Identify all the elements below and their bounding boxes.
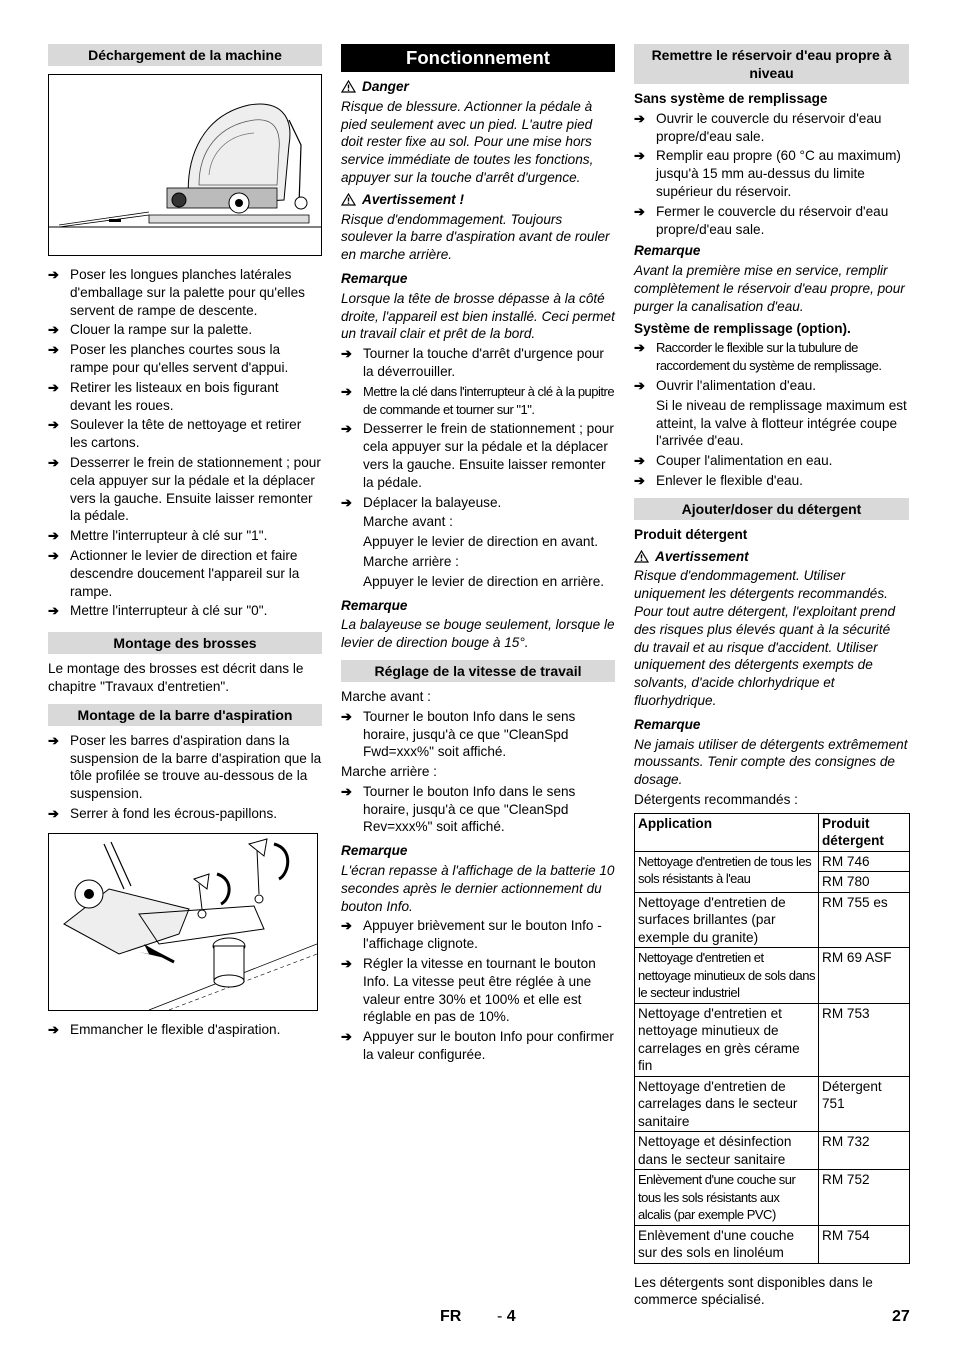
table-cell: RM 732 (819, 1132, 910, 1170)
arrow-right-icon: ➔ (48, 603, 59, 619)
arrow-right-icon: ➔ (341, 1029, 352, 1045)
squeegee-mount-illustration (49, 834, 317, 1010)
table-cell: Enlèvement d'une couche sur des sols en linoléum (635, 1225, 819, 1263)
vitesse-arriere-label: Marche arrière : (341, 764, 437, 780)
table-cell: Enlèvement d'une couche sur tous les sols résistants aux alcalis (par exemple PVC) (635, 1170, 819, 1226)
remarque-label: Remarque (341, 597, 408, 613)
avertissement-label-row (634, 548, 909, 566)
list-item: ➔ Ouvrir l'alimentation d'eau. (634, 377, 817, 393)
table-cell: RM 69 ASF (819, 948, 910, 1004)
list-item: ➔ Clouer la rampe sur la palette. (48, 322, 253, 338)
arrow-right-icon: ➔ (341, 956, 352, 972)
list-item: ➔ Couper l'alimentation en eau. (634, 453, 833, 469)
table-cell: RM 752 (819, 1170, 910, 1226)
list-item: ➔ Tourner le bouton Info dans le sens horaire, jusqu'à ce que "CleanSpd Fwd=xxx%" soit affiché. (341, 708, 576, 760)
list-item: ➔ Mettre l'interrupteur à clé sur "1". (48, 528, 268, 544)
warning-triangle-icon (341, 193, 356, 206)
danger-label-row (341, 78, 615, 96)
table-header-row (635, 813, 910, 851)
list-item: ➔ Déplacer la balayeuse. (341, 494, 502, 510)
table-cell: RM 746 (819, 851, 910, 872)
marche-arriere-label: Marche arrière : (363, 553, 459, 569)
table-row (635, 948, 910, 1004)
marche-avant-label: Marche avant : (363, 514, 453, 530)
list-item: ➔ Tourner la touche d'arrêt d'urgence pour la déverrouiller. (341, 346, 604, 379)
danger-text: Risque de blessure. Actionner la pédale à pied seulement avec un pied. L'autre pied doit rester fixe au sol. Pour une mise hors service immédiate de toutes les fonctions, appuyer sur la touche d'arrêt d'urgence. (341, 98, 594, 185)
detergent-footer-text: Les détergents sont disponibles dans le commerce spécialisé. (634, 1274, 873, 1308)
list-item: ➔ Poser les planches courtes sous la rampe pour qu'elles servent d'appui. (48, 342, 289, 375)
footer-language: FR (440, 1308, 462, 1325)
table-header: Produit détergent (819, 813, 910, 851)
sans-systeme-label: Sans système de remplissage (634, 91, 828, 106)
footer-page-number: 4 (506, 1308, 516, 1325)
avertissement-label: Avertissement ! (362, 191, 464, 207)
table-cell: RM 754 (819, 1225, 910, 1263)
remarque-label: Remarque (341, 270, 408, 286)
arrow-right-icon: ➔ (48, 342, 59, 358)
list-item: ➔ Desserrer le frein de stationnement ; pour cela appuyer sur la pédale et la déplacer vers la gauche. Ensuite laisser remonter la pédale. (341, 421, 614, 490)
list-item: ➔ Desserrer le frein de stationnement ; pour cela appuyer sur la pédale et la déplacer vers la gauche. Ensuite laisser remonter la pédale. (48, 454, 321, 524)
arrow-right-icon: ➔ (634, 148, 645, 164)
remarque-text: Lorsque la tête de brosse dépasse à la côté droite, l'appareil est bien installé. Ceci permet un travail clair et prêt de la bord. (341, 290, 615, 342)
column-right (634, 44, 909, 1311)
arrow-right-icon: ➔ (341, 383, 352, 399)
arrow-right-icon: ➔ (48, 417, 59, 433)
detergent-table (634, 813, 910, 1264)
heading-dechargement: Déchargement de la machine (48, 44, 322, 66)
arrow-right-icon: ➔ (634, 453, 645, 469)
list-item: ➔ Appuyer brièvement sur le bouton Info - l'affichage clignote. (341, 918, 602, 952)
arrow-right-icon: ➔ (48, 528, 59, 544)
warning-triangle-icon (634, 550, 649, 563)
arrow-right-icon: ➔ (634, 377, 645, 393)
arrow-right-icon: ➔ (48, 267, 59, 282)
table-cell: Nettoyage d'entretien et nettoyage minutieux de sols dans le secteur industriel (635, 948, 819, 1004)
arrow-right-icon: ➔ (48, 547, 59, 563)
list-item: ➔ Raccorder le flexible sur la tubulure de raccordement du système de remplissage. (634, 340, 882, 374)
arrow-right-icon: ➔ (341, 708, 352, 724)
table-cell: RM 753 (819, 1003, 910, 1076)
machine-unloading-figure (48, 74, 322, 256)
list-item: ➔ Mettre l'interrupteur à clé sur "0". (48, 603, 268, 619)
marche-avant-text: Appuyer le levier de direction en avant. (363, 534, 599, 550)
table-row (635, 1003, 910, 1076)
list-item: ➔ Remplir eau propre (60 °C au maximum) jusqu'à 15 mm au-dessus du limite supérieur du réservoir. (634, 148, 901, 199)
systeme-label: Système de remplissage (option). (634, 320, 851, 336)
heading-barre: Montage de la barre d'aspiration (48, 704, 322, 726)
arrow-right-icon: ➔ (48, 805, 59, 821)
table-row (635, 892, 910, 948)
brosses-text: Le montage des brosses est décrit dans le chapitre "Travaux d'entretien". (48, 661, 304, 694)
list-item: ➔ Actionner le levier de direction et faire descendre doucement l'appareil sur la rampe. (48, 547, 300, 599)
table-cell: Détergent 751 (819, 1076, 910, 1132)
column-left (48, 44, 322, 1041)
footer-page-total: 27 (892, 1308, 910, 1325)
list-item: ➔ Poser les longues planches latérales d'emballage sur la palette pour qu'elles servent de rampe de descente. (48, 267, 305, 318)
arrow-right-icon: ➔ (341, 346, 352, 362)
warning-triangle-icon (341, 80, 356, 93)
remarque-label: Remarque (634, 243, 701, 259)
remarque-text: Ne jamais utiliser de détergents extrêmement moussants. Tenir compte des consignes de dosage. (634, 736, 908, 788)
avertissement-label: Avertissement (655, 548, 749, 564)
arrow-right-icon: ➔ (48, 1021, 59, 1037)
list-item: ➔ Appuyer sur le bouton Info pour confirmer la valeur configurée. (341, 1029, 614, 1063)
table-cell: Nettoyage et désinfection dans le secteur sanitaire (635, 1132, 819, 1170)
heading-detergent: Ajouter/doser du détergent (634, 498, 909, 520)
table-row (635, 1225, 910, 1263)
table-row (635, 1170, 910, 1226)
table-cell: Nettoyage d'entretien de carrelages dans le secteur sanitaire (635, 1076, 819, 1132)
heading-vitesse: Réglage de la vitesse de travail (341, 660, 615, 682)
arrow-right-icon: ➔ (48, 322, 59, 338)
table-cell: Nettoyage d'entretien et nettoyage minutieux de carrelages en grès cérame fin (635, 1003, 819, 1076)
arrow-right-icon: ➔ (634, 203, 645, 219)
list-item: ➔ Emmancher le flexible d'aspiration. (48, 1021, 281, 1037)
table-header: Application (635, 813, 819, 851)
steps-dechargement (48, 266, 322, 620)
arrow-right-icon: ➔ (341, 421, 352, 437)
list-item: ➔ Serrer à fond les écrous-papillons. (48, 805, 278, 821)
machine-on-ramp-illustration (49, 75, 321, 255)
column-middle (341, 44, 615, 1066)
list-item: ➔ Fermer le couvercle du réservoir d'eau propre/d'eau sale. (634, 203, 889, 237)
remarque-label: Remarque (634, 716, 701, 732)
avertissement-text: Risque d'endommagement. Utiliser uniquement les détergents recommandés. Pour tout autre détergent, l'exploitant prend des risques plus élevés quant à la sécurité du travail et au risque d'accident. Utiliser uniquement des détergents exempts de solvants, d'acide chlorhydrique et fluorhydrique. (634, 568, 896, 708)
arrow-right-icon: ➔ (48, 732, 59, 748)
table-row (635, 851, 910, 872)
list-item: ➔ Soulever la tête de nettoyage et retirer les cartons. (48, 417, 302, 451)
produit-label: Produit détergent (634, 526, 748, 542)
table-row (635, 1076, 910, 1132)
table-row (635, 1132, 910, 1170)
list-item: ➔ Enlever le flexible d'eau. (634, 472, 803, 488)
arrow-right-icon: ➔ (634, 340, 645, 356)
vitesse-avant-label: Marche avant : (341, 688, 431, 704)
table-cell: RM 780 (819, 872, 910, 893)
arrow-right-icon: ➔ (634, 110, 645, 126)
arrow-right-icon: ➔ (341, 918, 352, 934)
squeegee-figure (48, 833, 318, 1011)
list-item: ➔ Régler la vitesse en tournant le bouton Info. La vitesse peut être réglée à une valeur entre 30% et 100% et elle est réglable en pas de 10%. (341, 956, 596, 1025)
footer-page (497, 1308, 516, 1326)
remarque-text: La balayeuse se bouge seulement, lorsque le levier de direction bouge à 15°. (341, 617, 615, 651)
list-item: ➔ Poser les barres d'aspiration dans la suspension de la barre d'aspiration que la tôle profilée se trouve au-dessous de la suspension. (48, 732, 322, 802)
table-cell: Nettoyage d'entretien de tous les sols résistants à l'eau (635, 851, 819, 892)
list-item: ➔ Retirer les listeaux en bois figurant devant les roues. (48, 379, 279, 413)
remarque-text: Avant la première mise en service, remplir complètement le réservoir d'eau propre, pour purger la canalisation d'eau. (634, 263, 905, 314)
arrow-right-icon: ➔ (341, 494, 352, 510)
table-cell: RM 755 es (819, 892, 910, 948)
remarque-text: L'écran repasse à l'affichage de la batterie 10 secondes après le dernier actionnement du bouton Info. (341, 863, 615, 914)
footer-page-prefix: - (497, 1308, 507, 1325)
danger-label: Danger (362, 79, 409, 94)
heading-remettre: Remettre le réservoir d'eau propre à niveau (634, 44, 909, 84)
remarque-label: Remarque (341, 843, 408, 859)
marche-arriere-text: Appuyer le levier de direction en arrière. (363, 573, 605, 589)
table-cell: Nettoyage d'entretien de surfaces brillantes (par exemple du granite) (635, 892, 819, 948)
arrow-right-icon: ➔ (48, 454, 59, 470)
systeme-note: Si le niveau de remplissage maximum est atteint, la valve à flotteur intégrée coupe l'arrivée d'eau. (656, 397, 907, 449)
list-item: ➔ Ouvrir le couvercle du réservoir d'eau propre/d'eau sale. (634, 110, 882, 144)
arrow-right-icon: ➔ (48, 379, 59, 395)
arrow-right-icon: ➔ (341, 783, 352, 799)
heading-brosses: Montage des brosses (48, 632, 322, 654)
recommandes-label: Détergents recommandés : (634, 791, 798, 807)
arrow-right-icon: ➔ (634, 472, 645, 488)
avertissement-text: Risque d'endommagement. Toujours soulever la barre d'aspiration avant de rouler en marche arrière. (341, 211, 610, 263)
list-item: ➔ Mettre la clé dans l'interrupteur à clé à la pupitre de commande et tourner sur "1". (341, 383, 615, 417)
avertissement-label-row (341, 191, 615, 209)
list-item: ➔ Tourner le bouton Info dans le sens horaire, jusqu'à ce que "CleanSpd Rev=xxx%" soit affiché. (341, 783, 576, 835)
heading-fonctionnement: Fonctionnement (341, 44, 615, 72)
